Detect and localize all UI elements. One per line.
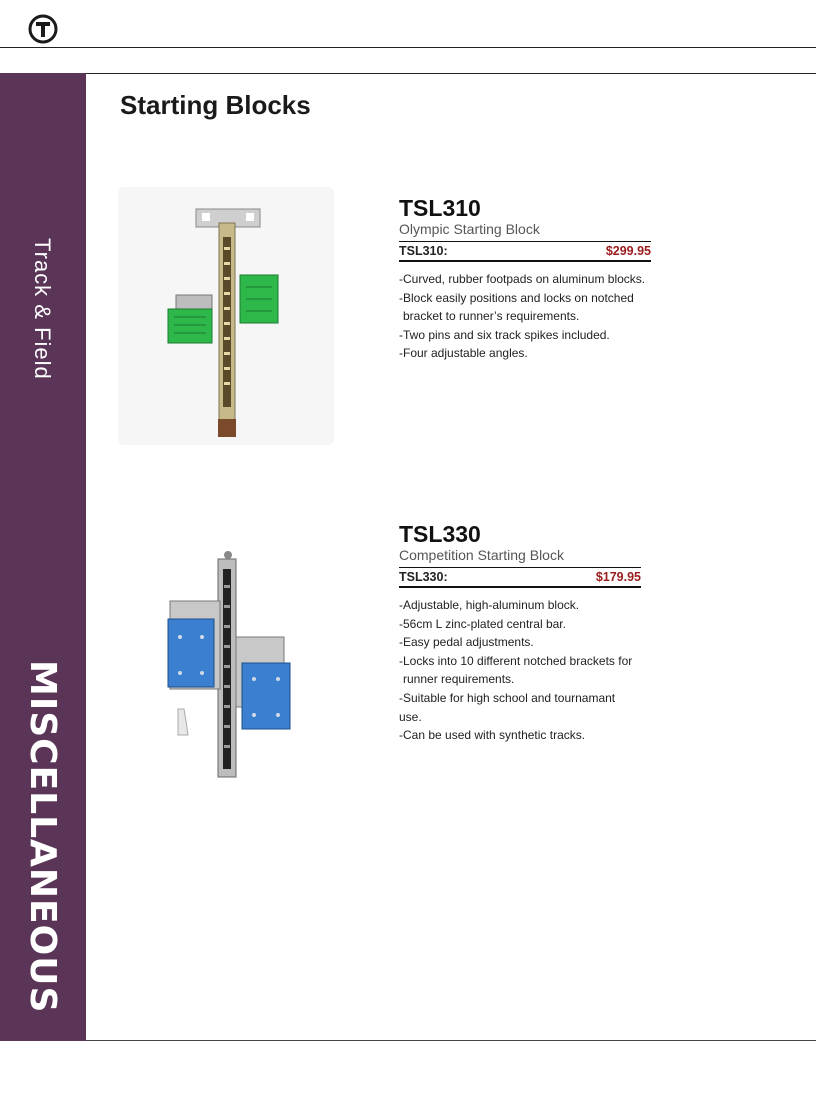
product-tsl310 (399, 195, 651, 363)
price-row (399, 567, 641, 588)
feature-item: -Curved, rubber footpads on aluminum blocks. (399, 272, 646, 286)
product-subtitle: Competition Starting Block (399, 547, 564, 563)
feature-item: -56cm L zinc-plated central bar. (399, 616, 566, 631)
brand-logo-icon (28, 14, 58, 44)
product-subtitle: Olympic Starting Block (399, 221, 540, 237)
feature-list (399, 270, 651, 363)
content-top-divider (86, 73, 816, 74)
section-label: Track & Field (30, 238, 55, 380)
feature-item: -Adjustable, high-aluminum block. (399, 598, 580, 612)
tsl330-product-image (150, 545, 320, 785)
product-price: $299.95 (605, 244, 651, 258)
feature-item: -Suitable for high school and tournamant use. (399, 690, 616, 724)
footer-divider (86, 1040, 816, 1041)
page-number: 86 (14, 1061, 56, 1096)
header-divider (0, 47, 816, 48)
product-code: TSL310 (399, 195, 481, 221)
feature-list (399, 596, 641, 745)
tsl310-product-image (118, 187, 334, 445)
sku-label: TSL310: (399, 244, 448, 258)
product-code: TSL330 (399, 521, 481, 547)
feature-item: -Easy pedal adjustments. (399, 635, 534, 650)
price-row (399, 241, 651, 262)
sku-label: TSL330: (399, 570, 448, 584)
feature-item: -Can be used with synthetic tracks. (399, 728, 586, 743)
feature-item: bracket to runner’s requirements. (403, 309, 580, 324)
feature-item: -Four adjustable angles. (399, 346, 528, 361)
category-label: MISCELLANEOUS (22, 660, 63, 1014)
feature-item: runner requirements. (403, 672, 515, 687)
page-title: Starting Blocks (120, 90, 311, 120)
product-tsl330 (399, 521, 641, 745)
product-price: $179.95 (595, 570, 641, 584)
feature-item: -Block easily positions and locks on notched (399, 290, 634, 305)
feature-item: -Locks into 10 different notched brackets for (399, 653, 633, 668)
category-sidebar (0, 73, 86, 1096)
feature-item: -Two pins and six track spikes included. (399, 327, 610, 342)
